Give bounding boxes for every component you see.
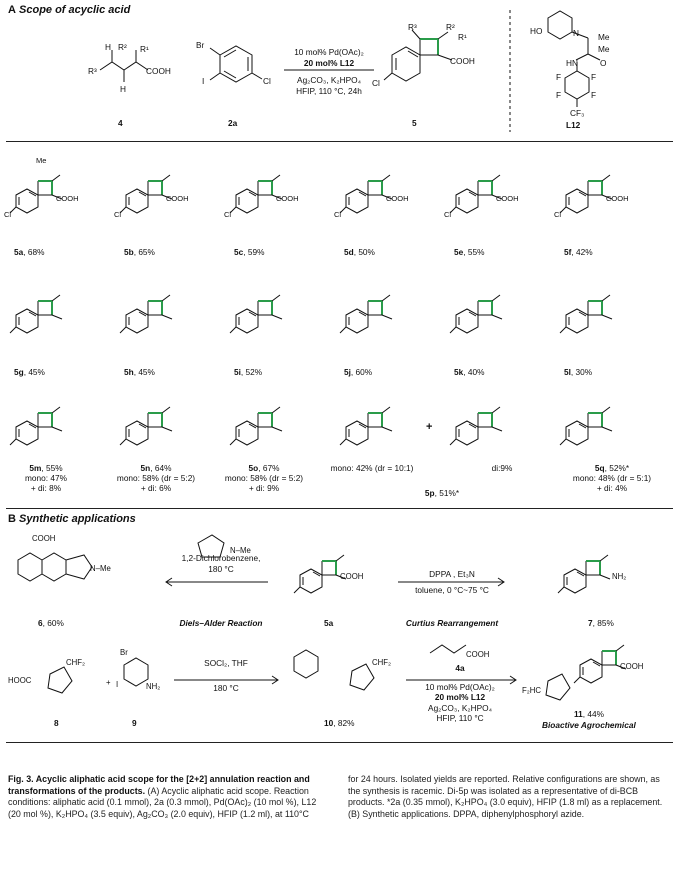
atom-ho: HO xyxy=(530,26,543,36)
b-nh2-7: NH₂ xyxy=(612,572,627,581)
bioactive-label: Bioactive Agrochemical xyxy=(542,720,636,730)
label-6: 6 xyxy=(38,618,43,628)
cond-180: 180 °C xyxy=(213,683,239,693)
b-cooh-6: COOH xyxy=(32,534,56,543)
atom-f2: F xyxy=(591,72,597,82)
caption-5e: 5e, 55% xyxy=(454,247,485,257)
curtius-cond-2: toluene, 0 °C~75 °C xyxy=(415,585,489,595)
curtius-cond-1: DPPA , Et₃N xyxy=(429,569,475,579)
atom-r3: R³ xyxy=(88,66,97,76)
atom-h-2: H xyxy=(120,84,126,94)
scheme-b xyxy=(0,525,679,775)
section-a-label: A Scope of acyclic acid xyxy=(8,4,131,16)
grid-cooh-6: COOH xyxy=(606,194,629,203)
atom-hn: HN xyxy=(566,58,578,68)
caption-5j: 5j, 60% xyxy=(344,367,373,377)
b-chf2-8: CHF₂ xyxy=(66,658,86,667)
grid-cl-5: Cl xyxy=(444,210,452,219)
atom-cooh: COOH xyxy=(146,66,171,76)
label-5a: 5a xyxy=(324,618,334,628)
atom-n: N xyxy=(573,28,579,38)
label-11: 11 xyxy=(574,709,583,719)
yield-7: 85% xyxy=(597,618,614,628)
product-grid xyxy=(0,145,679,505)
label-9: 9 xyxy=(132,718,137,728)
plus-5p: + xyxy=(426,421,433,433)
grid-cl-6: Cl xyxy=(554,210,562,219)
grid-me-1: Me xyxy=(36,156,47,165)
atom-cl-p: Cl xyxy=(372,78,380,88)
caption-5p-mono: mono: 42% (dr = 10:1) xyxy=(330,463,414,473)
caption-5f: 5f, 42% xyxy=(564,247,593,257)
caption-5o: 5o, 67% mono: 58% (dr = 5:2) + di: 9% xyxy=(224,463,304,493)
conditions-a-top: 10 mol% Pd(OAc)₂ 20 mol% L12 xyxy=(294,47,364,68)
label-7: 7 xyxy=(588,618,593,628)
cond-lower-2: 10 mol% Pd(OAc)₂ 20 mol% L12 Ag₂CO₃, K₂HPO₄ HFIP, 110 °C xyxy=(425,682,495,723)
b-chf2-10: CHF₂ xyxy=(372,658,392,667)
scheme-a xyxy=(0,0,679,140)
yield-11: 44% xyxy=(587,709,605,719)
b-f2hc-11: F₂HC xyxy=(522,686,542,695)
da-conditions: 1,2-Dichlorobenzene, 180 °C xyxy=(181,553,261,574)
caption-5m: 5m, 55% mono: 47% + di: 8% xyxy=(25,463,67,493)
grid-cl-2: Cl xyxy=(114,210,122,219)
atom-r1-p: R¹ xyxy=(458,32,467,42)
label-l12: L12 xyxy=(566,120,581,130)
atom-r3-p: R³ xyxy=(408,22,417,32)
caption-5p: 5p, 51%* xyxy=(424,488,460,498)
b-nh2-9: NH₂ xyxy=(146,682,161,691)
conditions-a-bottom: Ag₂CO₃, K₂HPO₄ HFIP, 110 °C, 24h xyxy=(296,75,362,96)
b-i-9: I xyxy=(116,680,119,689)
atom-r1: R¹ xyxy=(140,44,149,54)
grid-cl-3: Cl xyxy=(224,210,232,219)
atom-br: Br xyxy=(196,40,205,50)
curtius-name: Curtius Rearrangement xyxy=(405,618,499,628)
b-nme-6: N–Me xyxy=(90,564,111,573)
label-5: 5 xyxy=(412,118,417,128)
b-cooh-4a: COOH xyxy=(466,650,490,659)
figure-caption-right: for 24 hours. Isolated yields are reported. Relative configurations are shown, as the synthesis is racemic. Di-5p was isolated as a representative of di-BCB products. *2a (0.35 mmol), K₂HPO₄ (3.0 equiv), HFIP (1.8 ml) as a replacement. (B) Synthetic applications. DPPA, diphenylphosphoryl azide. xyxy=(348,774,663,819)
b-br-9: Br xyxy=(120,648,128,657)
figure-caption-left: Fig. 3. Acyclic aliphatic acid scope for the [2+2] annulation reaction and transformations of the products. (A) Acyclic aliphatic acid scope. Reaction conditions: aliphatic acid (0.1 mmol), 2a (0.3 mmol), Pd(OAc)₂ (10 mol %), L12 (20 mol %), K₂HPO₄ (3.5 equiv), Ag₂CO₃ (2.0 equiv), HFIP (1.2 ml), at 110°C xyxy=(8,774,317,819)
atom-cl: Cl xyxy=(263,76,271,86)
atom-cf3: CF₃ xyxy=(570,108,585,118)
cond-soc12: SOCl₂, THF xyxy=(204,658,248,668)
da-name: Diels–Alder Reaction xyxy=(179,618,263,628)
label-4: 4 xyxy=(118,118,123,128)
atom-r2-p: R² xyxy=(446,22,455,32)
caption-5a: 5a, 68% xyxy=(14,247,45,257)
divider-bottom xyxy=(6,742,673,743)
grid-cooh-1: COOH xyxy=(56,194,79,203)
grid-cooh-4: COOH xyxy=(386,194,409,203)
caption-5l: 5l, 30% xyxy=(564,367,593,377)
divider-top xyxy=(6,141,673,142)
caption-5b: 5b, 65% xyxy=(124,247,155,257)
b-hooc-8: HOOC xyxy=(8,676,32,685)
atom-f3: F xyxy=(556,90,562,100)
atom-h: H xyxy=(105,42,111,52)
caption-5h: 5h, 45% xyxy=(124,367,155,377)
divider-mid xyxy=(6,508,673,509)
b-cooh-5a: COOH xyxy=(340,572,364,581)
label-2a: 2a xyxy=(228,118,238,128)
caption-5c: 5c, 59% xyxy=(234,247,265,257)
caption-5k: 5k, 40% xyxy=(454,367,485,377)
atom-f4: F xyxy=(591,90,597,100)
atom-me-2: Me xyxy=(598,44,610,54)
b-cooh-11: COOH xyxy=(620,662,644,671)
atom-o: O xyxy=(600,58,607,68)
label-4a: 4a xyxy=(455,663,465,673)
atom-me: Me xyxy=(598,32,610,42)
grid-cl-4: Cl xyxy=(334,210,342,219)
yield-6: 60% xyxy=(47,618,64,628)
caption-5d: 5d, 50% xyxy=(344,247,375,257)
atom-f1: F xyxy=(556,72,562,82)
grid-cl-1: Cl xyxy=(4,210,12,219)
atom-cooh-p: COOH xyxy=(450,56,475,66)
label-10: 10 xyxy=(324,718,334,728)
b-plus: + xyxy=(106,678,111,687)
caption-5p-di: di:9% xyxy=(491,463,513,473)
caption-5q: 5q, 52%* mono: 48% (dr = 5:1) + di: 4% xyxy=(572,463,652,493)
grid-cooh-2: COOH xyxy=(166,194,189,203)
yield-10: 82% xyxy=(337,718,355,728)
atom-r2: R² xyxy=(118,42,127,52)
label-8: 8 xyxy=(54,718,59,728)
caption-5n: 5n, 64% mono: 58% (dr = 5:2) + di: 6% xyxy=(116,463,196,493)
grid-cooh-5: COOH xyxy=(496,194,519,203)
atom-i: I xyxy=(202,76,205,86)
b-nme-mal: N–Me xyxy=(230,546,251,555)
section-b-label: B Synthetic applications xyxy=(8,513,136,525)
caption-5i: 5i, 52% xyxy=(234,367,263,377)
grid-cooh-3: COOH xyxy=(276,194,299,203)
caption-5g: 5g, 45% xyxy=(14,367,45,377)
